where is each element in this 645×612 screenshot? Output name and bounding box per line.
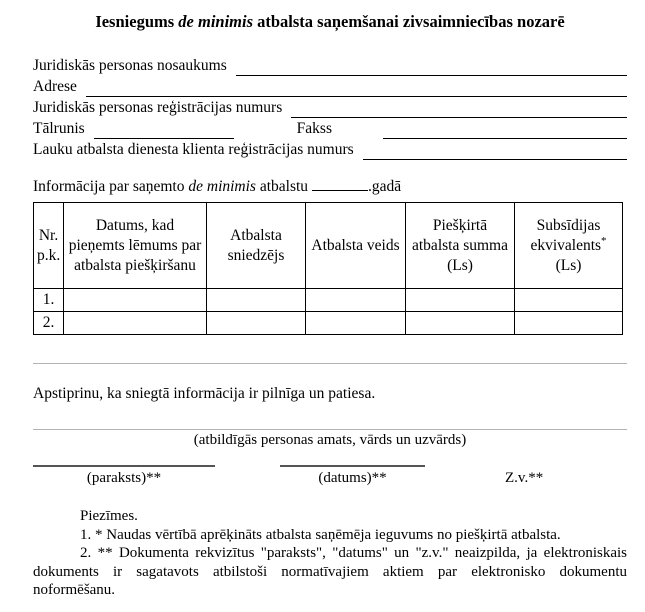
field-row-lad-client [33, 139, 627, 160]
fax-blank-line [383, 121, 627, 139]
separator-line-top [33, 363, 627, 364]
row-2-aid-type-cell [306, 312, 406, 335]
signature-row [33, 465, 627, 487]
note-1: 1. * Naudas vērtībā aprēķināts atbalsta saņēmēja ieguvums no piešķirtā atbalsta. [80, 526, 561, 543]
date-blank-line [280, 465, 425, 467]
date-block [280, 465, 425, 487]
info-suffix: .gadā [367, 178, 402, 195]
row-2-decision-date-cell [64, 312, 207, 335]
row-2-granted-amount-cell [406, 312, 515, 335]
address-blank-line [86, 79, 627, 97]
table-row-1 [34, 289, 623, 312]
phone-blank-line [94, 121, 234, 139]
row-1-granted-amount-cell [406, 289, 515, 312]
date-caption: (datums)** [318, 470, 387, 486]
reg-number-label: Juridiskās personas reģistrācijas numurs [33, 99, 283, 116]
responsible-person-line [33, 429, 627, 430]
row-2-number: 2. [34, 312, 64, 335]
row-1-subsidy-equivalent-cell [515, 289, 623, 312]
info-part2: atbalstu [255, 178, 309, 195]
legal-name-blank-line [236, 58, 627, 76]
subsidy-equivalent-unit: (Ls) [555, 256, 582, 274]
title-part2: atbalsta saņemšanai zivsaimniecības nozarē [253, 12, 565, 31]
note-2: 2. ** Dokumenta rekvizītus "paraksts", "datums" un "z.v." neaizpilda, ja elektroniskais dokuments ir sagatavots atbilstoši normatīvajiem aktiem par elektronisko dokumentu noformēšanu. [33, 545, 627, 598]
info-emphasis-de-minimis: de minimis [188, 178, 256, 195]
header-decision-date: Datums, kad pieņemts lēmums par atbalsta piešķiršanu [64, 203, 207, 289]
row-1-aid-provider-cell [207, 289, 306, 312]
row-1-decision-date-cell [64, 289, 207, 312]
field-row-legal-name [33, 55, 627, 76]
fax-label: Fakss [296, 120, 332, 137]
lad-client-blank-line [363, 142, 627, 160]
title-part1: Iesniegums [95, 12, 179, 31]
signature-caption: (paraksts)** [86, 470, 162, 486]
responsible-person-caption: (atbildīgās personas amats, vārds un uzvārds) [193, 432, 467, 448]
header-subsidy-equivalent [515, 203, 623, 289]
declaration-text: Apstiprinu, ka sniegtā informācija ir pilnīga un patiesa. [33, 385, 376, 402]
title-emphasis-de-minimis: de minimis [178, 12, 253, 31]
row-1-aid-type-cell [306, 289, 406, 312]
address-label: Adrese [33, 78, 77, 95]
table-row-2 [34, 312, 623, 335]
subsidy-equivalent-text: Subsīdijas ekvivalents [530, 216, 602, 254]
info-line [33, 176, 627, 197]
de-minimis-aid-table [33, 202, 623, 335]
row-2-subsidy-equivalent-cell [515, 312, 623, 335]
row-1-number: 1. [34, 289, 64, 312]
table-header-row [34, 203, 623, 289]
field-row-phone-fax [33, 118, 627, 139]
header-aid-type: Atbalsta veids [306, 203, 406, 289]
notes-heading: Piezīmes. [80, 508, 138, 524]
header-aid-provider: Atbalsta sniedzējs [207, 203, 306, 289]
notes-section [33, 507, 627, 600]
signature-block [33, 465, 215, 487]
info-part1: Informācija par saņemto [33, 178, 189, 195]
header-number: Nr. p.k. [34, 203, 64, 289]
field-row-reg-number [33, 97, 627, 118]
seal-caption: Z.v.** [505, 470, 544, 486]
year-blank-line [312, 176, 368, 191]
document-title [33, 12, 627, 32]
lad-client-label: Lauku atbalsta dienesta klienta reģistrācijas numurs [33, 141, 354, 158]
row-2-aid-provider-cell [207, 312, 306, 335]
reg-number-blank-line [291, 100, 627, 118]
header-granted-amount: Piešķirtā atbalsta summa (Ls) [406, 203, 515, 289]
signature-blank-line [33, 465, 215, 467]
subsidy-equivalent-asterisk: * [601, 234, 607, 247]
legal-name-label: Juridiskās personas nosaukums [33, 57, 227, 74]
field-row-address [33, 76, 627, 97]
phone-label: Tālrunis [33, 120, 85, 137]
